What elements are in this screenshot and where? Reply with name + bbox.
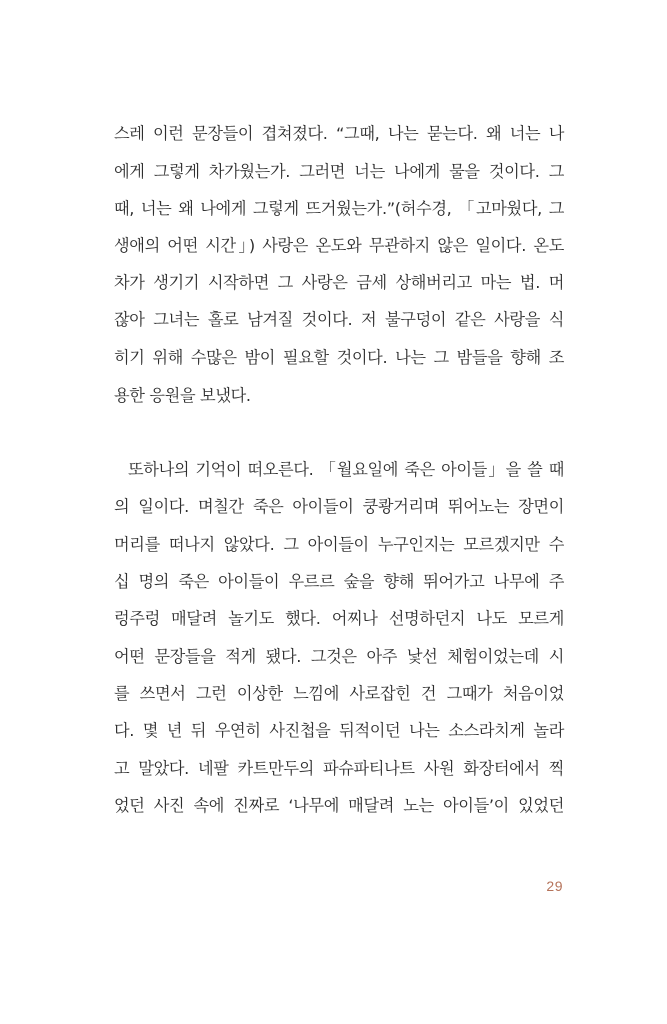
- text-line: 머리를 떠나지 않았다. 그 아이들이 누구인지는 모르겠지만 수: [114, 535, 564, 554]
- text-line: 때, 너는 왜 나에게 그렇게 뜨거웠는가.”(허수경, 「고마웠다, 그: [114, 199, 564, 218]
- text-line: 잖아 그녀는 홀로 남겨질 것이다. 저 불구덩이 같은 사랑을 식: [114, 310, 564, 329]
- text-line: 스레 이런 문장들이 겹쳐졌다. “그때, 나는 묻는다. 왜 너는 나: [114, 124, 564, 143]
- text-line: 를 쓰면서 그런 이상한 느낌에 사로잡힌 건 그때가 처음이었: [114, 684, 564, 703]
- text-line: 용한 응원을 보냈다.: [114, 386, 251, 405]
- text-line: 에게 그렇게 차가웠는가. 그러면 너는 나에게 물을 것이다. 그: [114, 162, 564, 181]
- text-line: 고 말았다. 네팔 카트만두의 파슈파티나트 사원 화장터에서 찍: [114, 759, 564, 778]
- text-line: 어떤 문장들을 적게 됐다. 그것은 아주 낯선 체험이었는데 시: [114, 647, 564, 666]
- text-line: 의 일이다. 며칠간 죽은 아이들이 쿵쾅거리며 뛰어노는 장면이: [114, 497, 564, 516]
- text-line: 다. 몇 년 뒤 우연히 사진첩을 뒤적이던 나는 소스라치게 놀라: [114, 721, 564, 740]
- text-line: 히기 위해 수많은 밤이 필요할 것이다. 나는 그 밤들을 향해 조: [114, 348, 564, 367]
- text-line: 십 명의 죽은 아이들이 우르르 숲을 향해 뛰어가고 나무에 주: [114, 572, 564, 591]
- text-line: 차가 생기기 시작하면 그 사랑은 금세 상해버리고 마는 법. 머: [114, 273, 564, 292]
- text-line: 렁주렁 매달려 놀기도 했다. 어찌나 선명하던지 나도 모르게: [114, 609, 564, 628]
- page-number: 29: [546, 878, 563, 894]
- text-line: 또하나의 기억이 떠오른다. 「월요일에 죽은 아이들」을 쓸 때: [128, 460, 564, 479]
- text-line: 었던 사진 속에 진짜로 ‘나무에 매달려 노는 아이들’이 있었던: [114, 796, 564, 815]
- text-line: 생애의 어떤 시간」) 사랑은 온도와 무관하지 않은 일이다. 온도: [114, 236, 564, 255]
